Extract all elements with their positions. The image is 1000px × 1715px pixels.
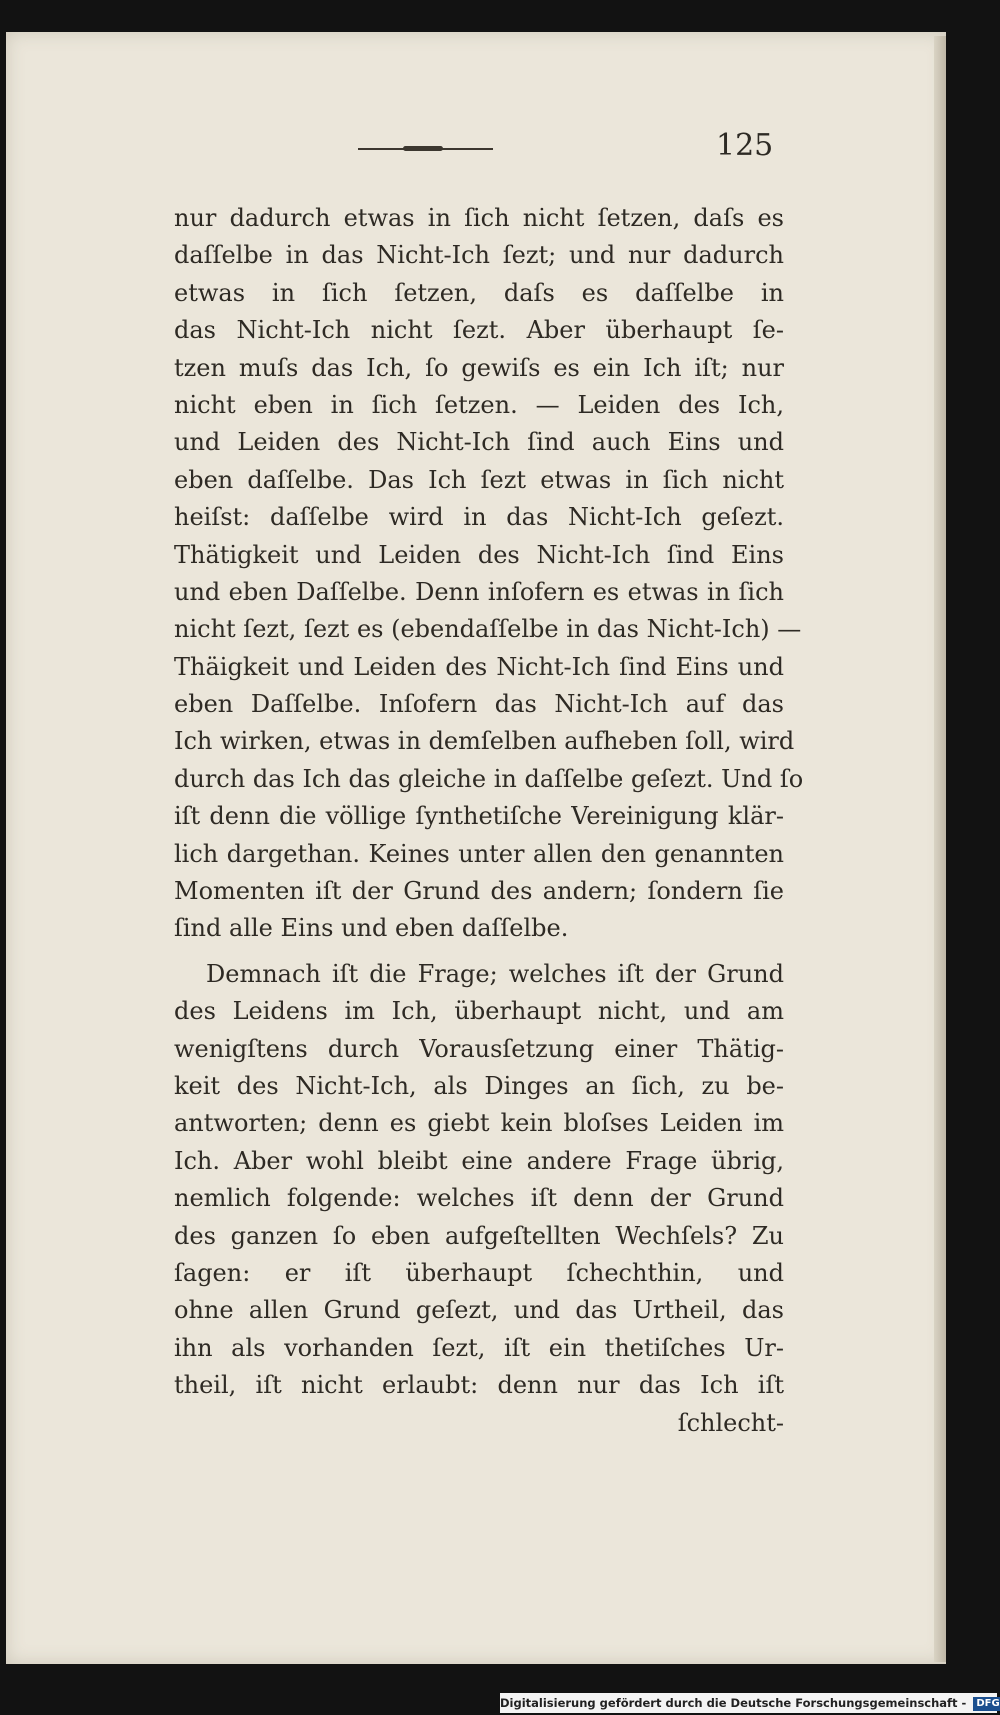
body-text [174,200,804,1442]
header-ornament-rule [358,148,493,150]
footer-credit-text: Digitalisierung gefördert durch die Deutsche Forschungsgemeinschaft - [500,1696,967,1710]
text-line: ſagen: er iſt überhaupt ſchechthin, und [174,1258,784,1287]
text-line: des Leidens im Ich, überhaupt nicht, und am [174,997,784,1026]
paragraph-gap [174,948,784,956]
text-line: ſchlecht- [677,1408,784,1437]
text-line: eben daſſelbe. Das Ich ſezt etwas in ſich nicht [174,465,784,494]
text-line: heiſst: daſſelbe wird in das Nicht-Ich geſezt. [174,503,784,532]
footer-credit [500,1693,1000,1713]
text-line: durch das Ich das gleiche in daſſelbe geſezt. Und ſo [174,764,804,793]
text-line: Demnach iſt die Frage; welches iſt der Grund [206,959,784,988]
text-line: iſt denn die völlige ſynthetiſche Vereinigung klär- [174,802,784,831]
text-line: und Leiden des Nicht-Ich ſind auch Eins und [174,428,784,457]
text-line: ohne allen Grund geſezt, und das Urtheil, das [174,1296,784,1325]
text-line: Ich wirken, etwas in demſelben aufheben ſoll, wird [174,727,795,756]
text-line: eben Daſſelbe. Inſofern das Nicht-Ich auf das [174,690,784,719]
text-line: wenigſtens durch Vorausſetzung einer Thätig- [174,1034,784,1063]
text-line: etwas in ſich ſetzen, daſs es daſſelbe in [174,278,784,307]
text-line: Thäigkeit und Leiden des Nicht-Ich ſind Eins und [174,652,784,681]
text-line: nicht eben in ſich ſetzen. — Leiden des Ich, [174,390,784,419]
text-line: antworten; denn es giebt kein bloſses Leiden im [174,1109,784,1138]
text-line: keit des Nicht-Ich, als Dinges an ſich, zu be- [174,1071,784,1100]
text-line: das Nicht-Ich nicht ſezt. Aber überhaupt ſe- [174,316,784,345]
page-number: 125 [716,128,774,163]
text-line: Thätigkeit und Leiden des Nicht-Ich ſind Eins [174,540,784,569]
text-line: theil, iſt nicht erlaubt: denn nur das Ich iſt [174,1371,784,1400]
text-line: nemlich folgende: welches iſt denn der Grund [174,1184,784,1213]
text-line: Momenten iſt der Grund des andern; ſondern ſie [174,877,784,906]
text-line: nur dadurch etwas in ſich nicht ſetzen, daſs es [174,204,784,232]
text-line: lich dargethan. Keines unter allen den genannten [174,839,784,868]
text-line: tzen muſs das Ich, ſo gewiſs es ein Ich iſt; nur [174,353,784,382]
page-edge [934,36,946,1662]
text-line: ſind alle Eins und eben daſſelbe. [174,914,569,943]
text-line: daſſelbe in das Nicht-Ich ſezt; und nur dadurch [174,241,784,270]
text-line: nicht ſezt, ſezt es (ebendaſſelbe in das Nicht-Ich) — [174,615,802,644]
text-line: des ganzen ſo eben aufgeſtellten Wechſels? Zu [174,1221,784,1250]
text-line: ihn als vorhanden ſezt, iſt ein thetiſches Ur- [174,1333,784,1362]
text-line: Ich. Aber wohl bleibt eine andere Frage übrig, [174,1146,784,1175]
text-line: und eben Daſſelbe. Denn inſofern es etwas in ſich [174,577,784,606]
dfg-logo: DFG [973,1697,1000,1711]
